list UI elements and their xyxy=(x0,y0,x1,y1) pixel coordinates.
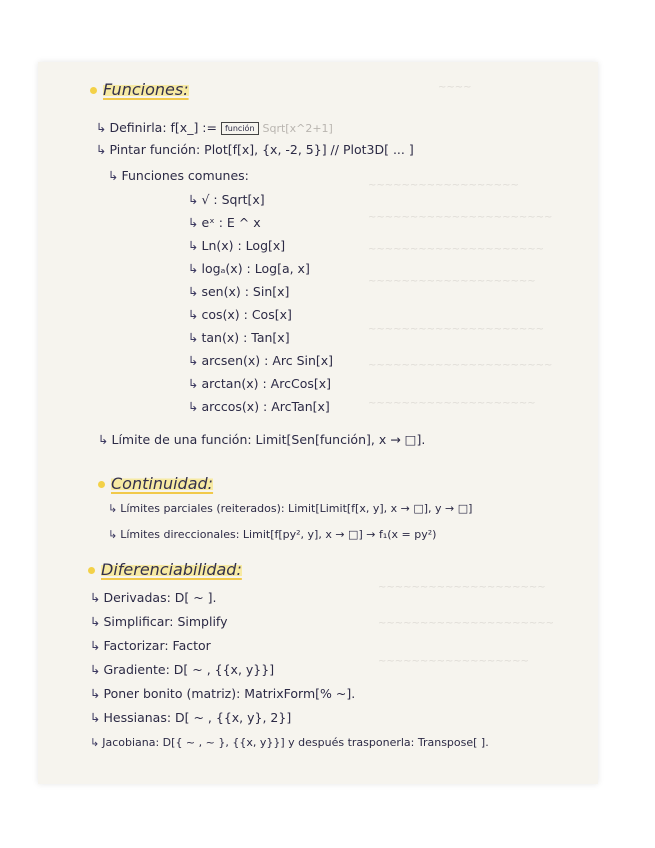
diferenciabilidad-item: ↳ Derivadas: D[ ~ ]. xyxy=(90,590,217,605)
diferenciabilidad-item: ↳ Gradiente: D[ ~ , {{x, y}}] xyxy=(90,662,275,677)
arrow-icon: ↳ xyxy=(188,353,199,368)
common-function-item: ↳ cos(x) : Cos[x] xyxy=(188,307,292,322)
arrow-icon: ↳ xyxy=(188,399,199,414)
continuidad-item: ↳ Límites direccionales: Limit[f[py², y], x → □] → f₁(x = py²) xyxy=(108,528,437,541)
common-function-item: ↳ arccos(x) : ArcTan[x] xyxy=(188,399,330,414)
arrow-icon: ↳ xyxy=(188,261,199,276)
common-function-item: ↳ √ : Sqrt[x] xyxy=(188,192,265,207)
common-function-item: ↳ eˣ : E ^ x xyxy=(188,215,261,230)
common-function-item: ↳ sen(x) : Sin[x] xyxy=(188,284,290,299)
common-function-item: ↳ arcsen(x) : Arc Sin[x] xyxy=(188,353,334,368)
arrow-icon: ↳ xyxy=(90,638,101,653)
continuidad-item: ↳ Límites parciales (reiterados): Limit[Limit[f[x, y], x → □], y → □] xyxy=(108,502,473,515)
function-box: función xyxy=(221,122,259,135)
diferenciabilidad-item: ↳ Jacobiana: D[{ ~ , ~ }, {{x, y}}] y después trasponerla: Transpose[ ]. xyxy=(90,736,489,749)
arrow-icon: ↳ xyxy=(108,528,118,541)
bleed-through-text: ~~~~~~~~~~~~~~~~~~~~~ xyxy=(368,244,544,255)
bleed-through-text: ~~~~~~~~~~~~~~~~~~~~ xyxy=(378,582,546,593)
bleed-through-text: ~~~~~~~~~~~~~~~~~~~~ xyxy=(368,276,536,287)
arrow-icon: ↳ xyxy=(188,307,199,322)
line-limite: ↳ Límite de una función: Limit[Sen[función], x → □]. xyxy=(98,432,426,447)
arrow-icon: ↳ xyxy=(90,710,101,725)
line-definirla: ↳ Definirla: f[x_] := función Sqrt[x^2+1] xyxy=(96,120,333,135)
arrow-icon: ↳ xyxy=(96,120,107,135)
bullet-icon xyxy=(88,567,95,574)
arrow-icon: ↳ xyxy=(90,590,101,605)
arrow-icon: ↳ xyxy=(90,614,101,629)
section-title-funciones: Funciones: xyxy=(86,80,195,99)
bleed-through-text: ~~~~~~~~~~~~~~~~~~~~~~ xyxy=(368,360,553,371)
arrow-icon: ↳ xyxy=(90,662,101,677)
arrow-icon: ↳ xyxy=(90,736,100,749)
arrow-icon: ↳ xyxy=(188,215,199,230)
common-function-item: ↳ tan(x) : Tan[x] xyxy=(188,330,290,345)
arrow-icon: ↳ xyxy=(108,168,119,183)
diferenciabilidad-item: ↳ Simplificar: Simplify xyxy=(90,614,228,629)
arrow-icon: ↳ xyxy=(98,432,109,447)
arrow-icon: ↳ xyxy=(188,238,199,253)
arrow-icon: ↳ xyxy=(188,376,199,391)
common-function-item: ↳ Ln(x) : Log[x] xyxy=(188,238,286,253)
arrow-icon: ↳ xyxy=(90,686,101,701)
line-funciones-comunes: ↳ Funciones comunes: xyxy=(108,168,249,183)
arrow-icon: ↳ xyxy=(188,284,199,299)
diferenciabilidad-item: ↳ Hessianas: D[ ~ , {{x, y}, 2}] xyxy=(90,710,292,725)
section-title-diferenciabilidad: Diferenciabilidad: xyxy=(84,560,248,579)
bleed-through-text: ~~~~ xyxy=(438,82,472,93)
arrow-icon: ↳ xyxy=(188,330,199,345)
bleed-through-text: ~~~~~~~~~~~~~~~~~~~~~ xyxy=(378,618,554,629)
line-pintar: ↳ Pintar función: Plot[f[x], {x, -2, 5}] // Plot3D[ ... ] xyxy=(96,142,414,157)
section-title-continuidad: Continuidad: xyxy=(94,474,219,493)
definirla-note: Sqrt[x^2+1] xyxy=(262,122,333,135)
bleed-through-text: ~~~~~~~~~~~~~~~~~~~~ xyxy=(368,398,536,409)
bullet-icon xyxy=(90,87,97,94)
arrow-icon: ↳ xyxy=(96,142,107,157)
arrow-icon: ↳ xyxy=(188,192,199,207)
bleed-through-text: ~~~~~~~~~~~~~~~~~~ xyxy=(378,656,529,667)
bleed-through-text: ~~~~~~~~~~~~~~~~~~ xyxy=(368,180,519,191)
diferenciabilidad-item: ↳ Factorizar: Factor xyxy=(90,638,211,653)
common-function-item: ↳ arctan(x) : ArcCos[x] xyxy=(188,376,332,391)
bleed-through-text: ~~~~~~~~~~~~~~~~~~~~~~ xyxy=(368,212,553,223)
bleed-through-text: ~~~~~~~~~~~~~~~~~~~~~ xyxy=(368,324,544,335)
arrow-icon: ↳ xyxy=(108,502,118,515)
notebook-sheet xyxy=(38,62,598,784)
common-function-item: ↳ logₐ(x) : Log[a, x] xyxy=(188,261,310,276)
bullet-icon xyxy=(98,481,105,488)
diferenciabilidad-item: ↳ Poner bonito (matriz): MatrixForm[% ~]. xyxy=(90,686,356,701)
